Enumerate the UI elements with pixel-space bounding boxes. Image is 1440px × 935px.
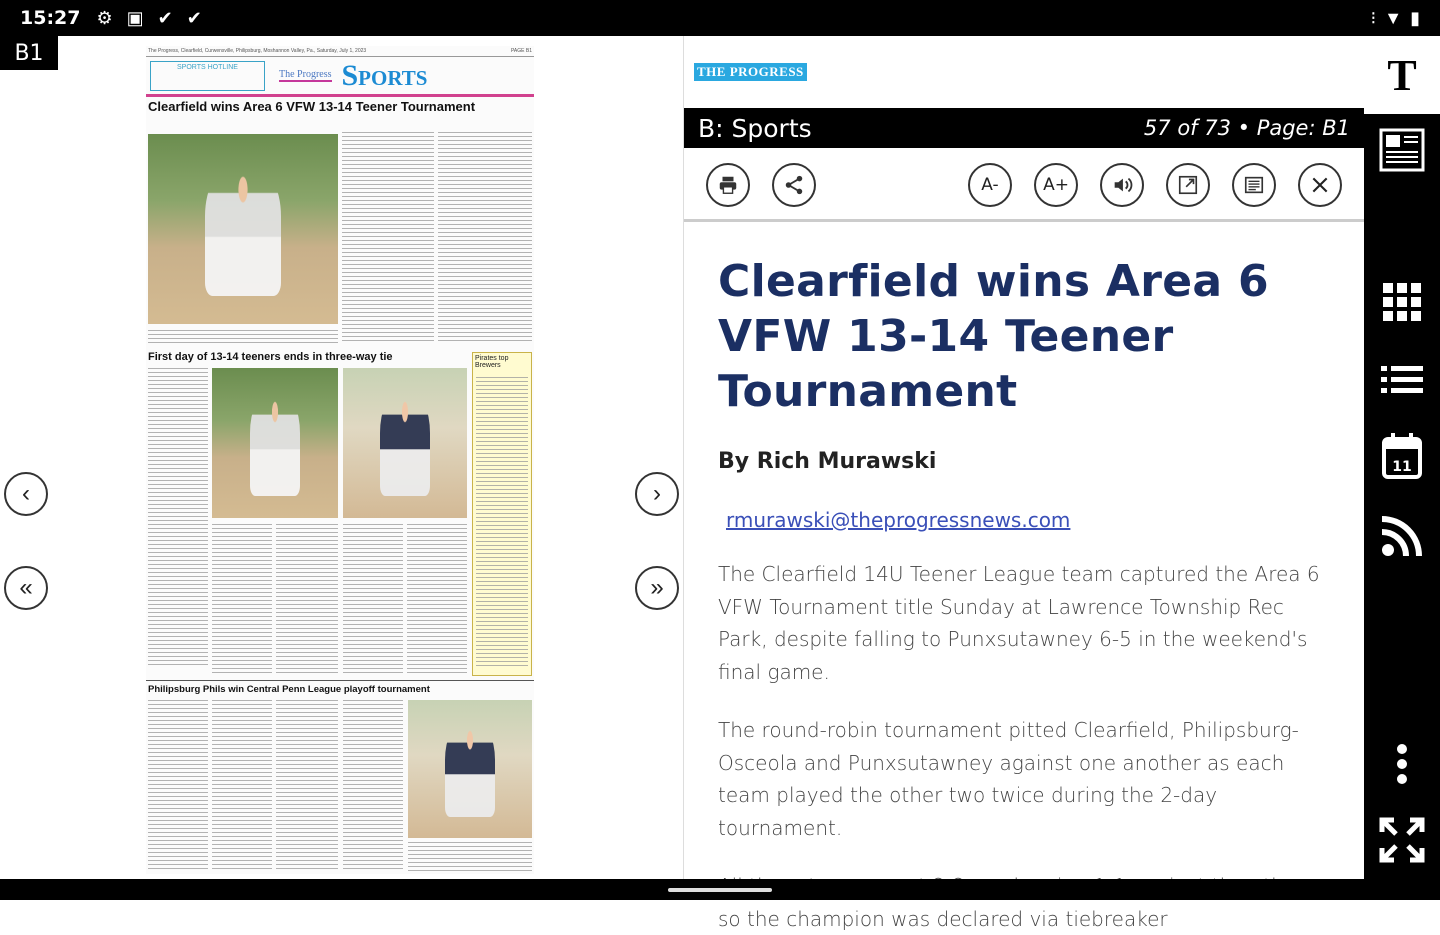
calendar-button[interactable] <box>1364 430 1440 482</box>
expand-icon <box>1177 174 1199 196</box>
more-options-button[interactable] <box>1364 738 1440 790</box>
article-body <box>718 254 1338 935</box>
fullscreen-icon <box>1380 818 1424 862</box>
sidebox-title: Pirates top Brewers <box>475 355 509 369</box>
text-view-tab[interactable]: T <box>1364 36 1440 114</box>
wifi-icon: ▼ <box>1384 7 1403 28</box>
page-info: 57 of 73 • Page: B1 <box>1143 116 1350 140</box>
fullscreen-button[interactable] <box>1364 814 1440 866</box>
font-increase-button[interactable]: A+ <box>1034 163 1078 207</box>
print-button[interactable] <box>706 163 750 207</box>
newspaper-sidebar-box[interactable] <box>472 352 532 676</box>
article-text-block <box>343 524 403 674</box>
page-viewer[interactable] <box>0 36 683 879</box>
network-icon: ⁝ <box>1370 7 1377 28</box>
read-aloud-button[interactable] <box>1100 163 1144 207</box>
rss-icon <box>1382 516 1422 556</box>
pitcher-photo-2[interactable] <box>212 368 338 518</box>
article-paragraph: The Clearfield 14U Teener League team captured the Area 6 VFW Tournament title Sunday at Lawrence Township Rec Park, despite falling to Punxsutawney 6-5 in the weekend's final game. <box>718 562 1320 684</box>
more-vert-icon <box>1396 744 1408 784</box>
article-text-block <box>343 700 403 870</box>
section-header <box>684 108 1364 148</box>
system-navigation-bar <box>0 879 1440 900</box>
print-icon <box>717 174 739 196</box>
newspaper-page-icon <box>1379 128 1425 172</box>
status-bar <box>0 0 1440 36</box>
article-toolbar <box>684 148 1364 222</box>
pitcher-photo-1[interactable] <box>148 134 338 324</box>
newspaper-page[interactable] <box>146 46 534 874</box>
expand-button[interactable] <box>1166 163 1210 207</box>
article-paragraph: The round-robin tournament pitted Clearfield, Philipsburg-Osceola and Punxsutawney against one another as each team played the other two twice during the 2-day tournament. <box>718 718 1299 840</box>
caption-text <box>148 330 338 346</box>
page-view-tab[interactable] <box>1364 124 1440 176</box>
font-decrease-button[interactable]: A- <box>968 163 1012 207</box>
download-done-icon: ✔ <box>157 7 173 28</box>
home-gesture-handle[interactable] <box>668 888 772 892</box>
next-page-button[interactable]: › <box>635 472 679 516</box>
battery-icon: ▮ <box>1410 7 1420 28</box>
article-text-block <box>438 132 532 342</box>
caption-text <box>408 842 532 872</box>
section-name: B: Sports <box>698 113 812 143</box>
sports-hotline-box: SPORTS HOTLINE <box>150 61 265 91</box>
newspaper-brand-logo: THE PROGRESS <box>694 63 807 81</box>
share-icon <box>783 174 805 196</box>
pitcher-photo-3[interactable] <box>343 368 467 518</box>
share-button[interactable] <box>772 163 816 207</box>
newspaper-logo: The Progress <box>279 69 332 80</box>
sports-section-title: Sports <box>341 58 428 92</box>
grid-icon <box>1383 283 1421 321</box>
article-text-block <box>407 524 467 674</box>
svg-text:11: 11 <box>1392 459 1412 475</box>
article-text-block <box>148 700 208 870</box>
calendar-icon <box>1382 433 1422 479</box>
last-page-button[interactable]: » <box>635 566 679 610</box>
newspaper-dateline: The Progress, Clearfield, Curwensville, Philipsburg, Moshannon Valley, Pa., Saturday, July 1, 2023 PAGE B1 <box>146 46 534 57</box>
list-icon <box>1381 366 1423 394</box>
sections-list-button[interactable] <box>1364 354 1440 406</box>
close-icon <box>1310 175 1330 195</box>
article-text-block <box>148 368 208 668</box>
previous-page-button[interactable]: ‹ <box>4 472 48 516</box>
download-done-icon-2: ✔ <box>186 7 202 28</box>
first-page-button[interactable]: « <box>4 566 48 610</box>
gallery-icon: ▣ <box>126 7 144 28</box>
newspaper-headline-1[interactable]: Clearfield wins Area 6 VFW 13-14 Teener Tournament <box>148 99 476 114</box>
speaker-icon <box>1111 174 1133 196</box>
newspaper-icon <box>1243 174 1265 196</box>
pitcher-photo-4[interactable] <box>408 700 532 838</box>
settings-icon: ⚙ <box>96 7 113 28</box>
article-text-block <box>342 132 434 342</box>
article-text-block <box>212 700 272 870</box>
article-byline: By Rich Murawski <box>718 449 937 474</box>
article-panel <box>684 36 1364 931</box>
clock: 15:27 <box>20 7 81 29</box>
article-text-block <box>276 700 338 870</box>
article-text-block <box>276 524 338 674</box>
rss-feed-button[interactable] <box>1364 510 1440 562</box>
article-headline: Clearfield wins Area 6 VFW 13-14 Teener Tournament <box>718 256 1269 417</box>
newspaper-headline-3[interactable]: Philipsburg Phils win Central Penn League playoff tournament <box>148 684 430 695</box>
newspaper-masthead <box>146 57 534 97</box>
close-button[interactable] <box>1298 163 1342 207</box>
article-text-block <box>212 524 272 674</box>
page-badge: B1 <box>0 36 58 70</box>
app-sidebar <box>1364 36 1440 879</box>
author-email-link[interactable]: rmurawski@theprogressnews.com <box>726 508 1071 532</box>
thumbnails-button[interactable] <box>1364 276 1440 328</box>
newspaper-headline-2[interactable]: First day of 13-14 teeners ends in three-way tie <box>148 351 393 363</box>
page-view-button[interactable] <box>1232 163 1276 207</box>
article-paragraph: so the champion was declared via tiebreaker <box>718 906 1168 931</box>
